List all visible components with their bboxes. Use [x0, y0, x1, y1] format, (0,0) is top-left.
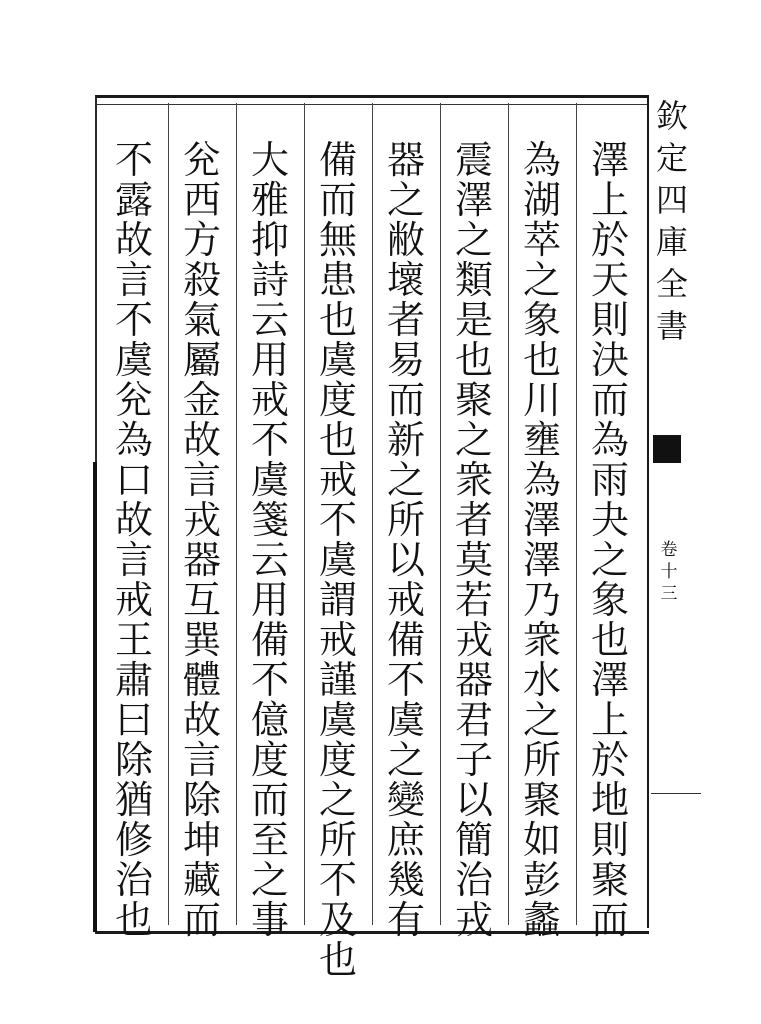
- glyph: 言: [114, 258, 153, 302]
- glyph: 器: [454, 658, 493, 702]
- title-glyph: 欽: [655, 97, 688, 135]
- glyph: 所: [386, 498, 425, 542]
- glyph: 所: [318, 818, 357, 862]
- glyph: 類: [454, 258, 493, 302]
- glyph: 也: [318, 298, 357, 342]
- glyph: 不: [114, 298, 153, 342]
- glyph: 天: [590, 258, 629, 302]
- glyph: 之: [386, 178, 425, 222]
- glyph: 簡: [454, 818, 493, 862]
- glyph: 戒: [386, 578, 425, 622]
- glyph: 也: [454, 338, 493, 382]
- glyph: 億: [250, 698, 289, 742]
- glyph: 之: [522, 258, 561, 302]
- glyph: 也: [318, 418, 357, 462]
- text-column: [512, 138, 572, 942]
- glyph: 為: [522, 138, 561, 182]
- glyph: 除: [182, 778, 221, 822]
- glyph: 也: [590, 618, 629, 662]
- glyph: 以: [454, 778, 493, 822]
- glyph: 之: [318, 778, 357, 822]
- glyph: 上: [590, 698, 629, 742]
- glyph: 兊: [114, 378, 153, 422]
- border-inner-line: [97, 104, 649, 105]
- glyph: 故: [114, 218, 153, 262]
- glyph: 有: [386, 898, 425, 942]
- glyph: 殺: [182, 258, 221, 302]
- glyph: 不: [250, 658, 289, 702]
- glyph: 度: [318, 738, 357, 782]
- glyph: 新: [386, 418, 425, 462]
- glyph: 子: [454, 738, 493, 782]
- glyph: 川: [522, 378, 561, 422]
- glyph: 修: [114, 818, 153, 862]
- glyph: 戒: [114, 578, 153, 622]
- glyph: 故: [182, 698, 221, 742]
- glyph: 西: [182, 178, 221, 222]
- glyph: 湖: [522, 178, 561, 222]
- glyph: 也: [318, 938, 357, 982]
- glyph: 壅: [522, 418, 561, 462]
- column-rule: [304, 103, 305, 925]
- column-rule: [508, 103, 509, 925]
- volume-glyph: 卷: [660, 540, 678, 560]
- glyph: 則: [590, 298, 629, 342]
- glyph: 敝: [386, 218, 425, 262]
- gutter-line: [651, 793, 701, 794]
- text-column: [376, 138, 436, 942]
- glyph: 不: [386, 658, 425, 702]
- text-column: [580, 138, 640, 942]
- glyph: 事: [250, 898, 289, 942]
- glyph: 度: [250, 738, 289, 782]
- volume-glyph: 三: [660, 584, 678, 604]
- glyph: 易: [386, 338, 425, 382]
- text-column: [104, 138, 164, 942]
- glyph: 方: [182, 218, 221, 262]
- glyph: 衆: [454, 458, 493, 502]
- glyph: 藏: [182, 858, 221, 902]
- glyph: 兊: [182, 138, 221, 182]
- glyph: 夬: [590, 498, 629, 542]
- glyph: 度: [318, 378, 357, 422]
- glyph: 除: [114, 738, 153, 782]
- glyph: 備: [318, 138, 357, 182]
- glyph: 故: [182, 418, 221, 462]
- glyph: 變: [386, 778, 425, 822]
- glyph: 庶: [386, 818, 425, 862]
- glyph: 箋: [250, 498, 289, 542]
- glyph: 不: [318, 858, 357, 902]
- glyph: 於: [590, 218, 629, 262]
- glyph: 澤: [522, 538, 561, 582]
- glyph: 為: [522, 458, 561, 502]
- glyph: 如: [522, 818, 561, 862]
- glyph: 氣: [182, 298, 221, 342]
- glyph: 戒: [318, 618, 357, 662]
- glyph: 蠡: [522, 898, 561, 942]
- column-rule: [576, 103, 577, 925]
- glyph: 也: [522, 338, 561, 382]
- glyph: 之: [522, 698, 561, 742]
- glyph: 為: [114, 418, 153, 462]
- volume-label: [657, 540, 681, 606]
- glyph: 震: [454, 138, 493, 182]
- glyph: 虞: [250, 458, 289, 502]
- column-rule: [236, 103, 237, 925]
- glyph: 也: [114, 898, 153, 942]
- glyph: 互: [182, 578, 221, 622]
- glyph: 虞: [114, 338, 153, 382]
- glyph: 所: [522, 738, 561, 782]
- title-glyph: 四: [655, 181, 688, 219]
- glyph: 而: [590, 378, 629, 422]
- glyph: 雅: [250, 178, 289, 222]
- glyph: 戎: [182, 498, 221, 542]
- glyph: 曰: [114, 698, 153, 742]
- glyph: 戒: [250, 378, 289, 422]
- glyph: 之: [454, 418, 493, 462]
- glyph: 而: [182, 898, 221, 942]
- text-column: [172, 138, 232, 942]
- glyph: 幾: [386, 858, 425, 902]
- glyph: 之: [590, 538, 629, 582]
- glyph: 不: [114, 138, 153, 182]
- glyph: 器: [182, 538, 221, 582]
- glyph: 戎: [454, 898, 493, 942]
- book-title: [649, 95, 695, 347]
- glyph: 虞: [318, 538, 357, 582]
- glyph: 壞: [386, 258, 425, 302]
- glyph: 上: [590, 178, 629, 222]
- glyph: 而: [386, 378, 425, 422]
- glyph: 則: [590, 818, 629, 862]
- glyph: 衆: [522, 618, 561, 662]
- glyph: 乃: [522, 578, 561, 622]
- glyph: 無: [318, 218, 357, 262]
- glyph: 者: [386, 298, 425, 342]
- glyph: 及: [318, 898, 357, 942]
- glyph: 肅: [114, 658, 153, 702]
- glyph: 於: [590, 738, 629, 782]
- title-glyph: 庫: [655, 223, 688, 261]
- glyph: 抑: [250, 218, 289, 262]
- glyph: 坤: [182, 818, 221, 862]
- glyph: 用: [250, 338, 289, 382]
- glyph: 猶: [114, 778, 153, 822]
- glyph: 為: [590, 418, 629, 462]
- glyph: 虞: [318, 338, 357, 382]
- glyph: 聚: [522, 778, 561, 822]
- glyph: 患: [318, 258, 357, 302]
- glyph: 云: [250, 298, 289, 342]
- page-gutter: [647, 95, 699, 928]
- glyph: 者: [454, 498, 493, 542]
- glyph: 之: [250, 858, 289, 902]
- glyph: 詩: [250, 258, 289, 302]
- glyph: 澤: [454, 178, 493, 222]
- title-glyph: 全: [655, 265, 688, 303]
- glyph: 虞: [386, 698, 425, 742]
- text-column: [308, 138, 368, 982]
- glyph: 不: [318, 498, 357, 542]
- glyph: 象: [522, 298, 561, 342]
- glyph: 治: [454, 858, 493, 902]
- glyph: 屬: [182, 338, 221, 382]
- title-glyph: 書: [655, 307, 688, 345]
- glyph: 虞: [318, 698, 357, 742]
- glyph: 而: [250, 778, 289, 822]
- glyph: 若: [454, 578, 493, 622]
- glyph: 是: [454, 298, 493, 342]
- glyph: 彭: [522, 858, 561, 902]
- glyph: 口: [114, 458, 153, 502]
- glyph: 以: [386, 538, 425, 582]
- glyph: 象: [590, 578, 629, 622]
- glyph: 戎: [454, 618, 493, 662]
- volume-glyph: 十: [660, 562, 678, 582]
- glyph: 故: [114, 498, 153, 542]
- column-rule: [440, 103, 441, 925]
- glyph: 用: [250, 578, 289, 622]
- glyph: 金: [182, 378, 221, 422]
- text-column: [444, 138, 504, 942]
- glyph: 露: [114, 178, 153, 222]
- glyph: 而: [590, 898, 629, 942]
- glyph: 謂: [318, 578, 357, 622]
- glyph: 至: [250, 818, 289, 862]
- glyph: 備: [250, 618, 289, 662]
- glyph: 言: [182, 738, 221, 782]
- glyph: 莫: [454, 538, 493, 582]
- glyph: 大: [250, 138, 289, 182]
- glyph: 君: [454, 698, 493, 742]
- fish-tail-mark: [653, 435, 681, 463]
- glyph: 決: [590, 338, 629, 382]
- glyph: 之: [386, 738, 425, 782]
- glyph: 言: [182, 458, 221, 502]
- glyph: 器: [386, 138, 425, 182]
- glyph: 水: [522, 658, 561, 702]
- column-rule: [372, 103, 373, 925]
- glyph: 不: [250, 418, 289, 462]
- glyph: 謹: [318, 658, 357, 702]
- glyph: 治: [114, 858, 153, 902]
- glyph: 巽: [182, 618, 221, 662]
- glyph: 萃: [522, 218, 561, 262]
- glyph: 雨: [590, 458, 629, 502]
- glyph: 澤: [590, 658, 629, 702]
- glyph: 備: [386, 618, 425, 662]
- glyph: 之: [386, 458, 425, 502]
- binding-mark: [93, 462, 97, 932]
- glyph: 而: [318, 178, 357, 222]
- glyph: 之: [454, 218, 493, 262]
- glyph: 地: [590, 778, 629, 822]
- glyph: 澤: [522, 498, 561, 542]
- glyph: 體: [182, 658, 221, 702]
- column-rule: [168, 103, 169, 925]
- glyph: 澤: [590, 138, 629, 182]
- glyph: 戒: [318, 458, 357, 502]
- glyph: 聚: [590, 858, 629, 902]
- glyph: 王: [114, 618, 153, 662]
- text-column: [240, 138, 300, 942]
- glyph: 聚: [454, 378, 493, 422]
- title-glyph: 定: [655, 139, 688, 177]
- glyph: 言: [114, 538, 153, 582]
- glyph: 云: [250, 538, 289, 582]
